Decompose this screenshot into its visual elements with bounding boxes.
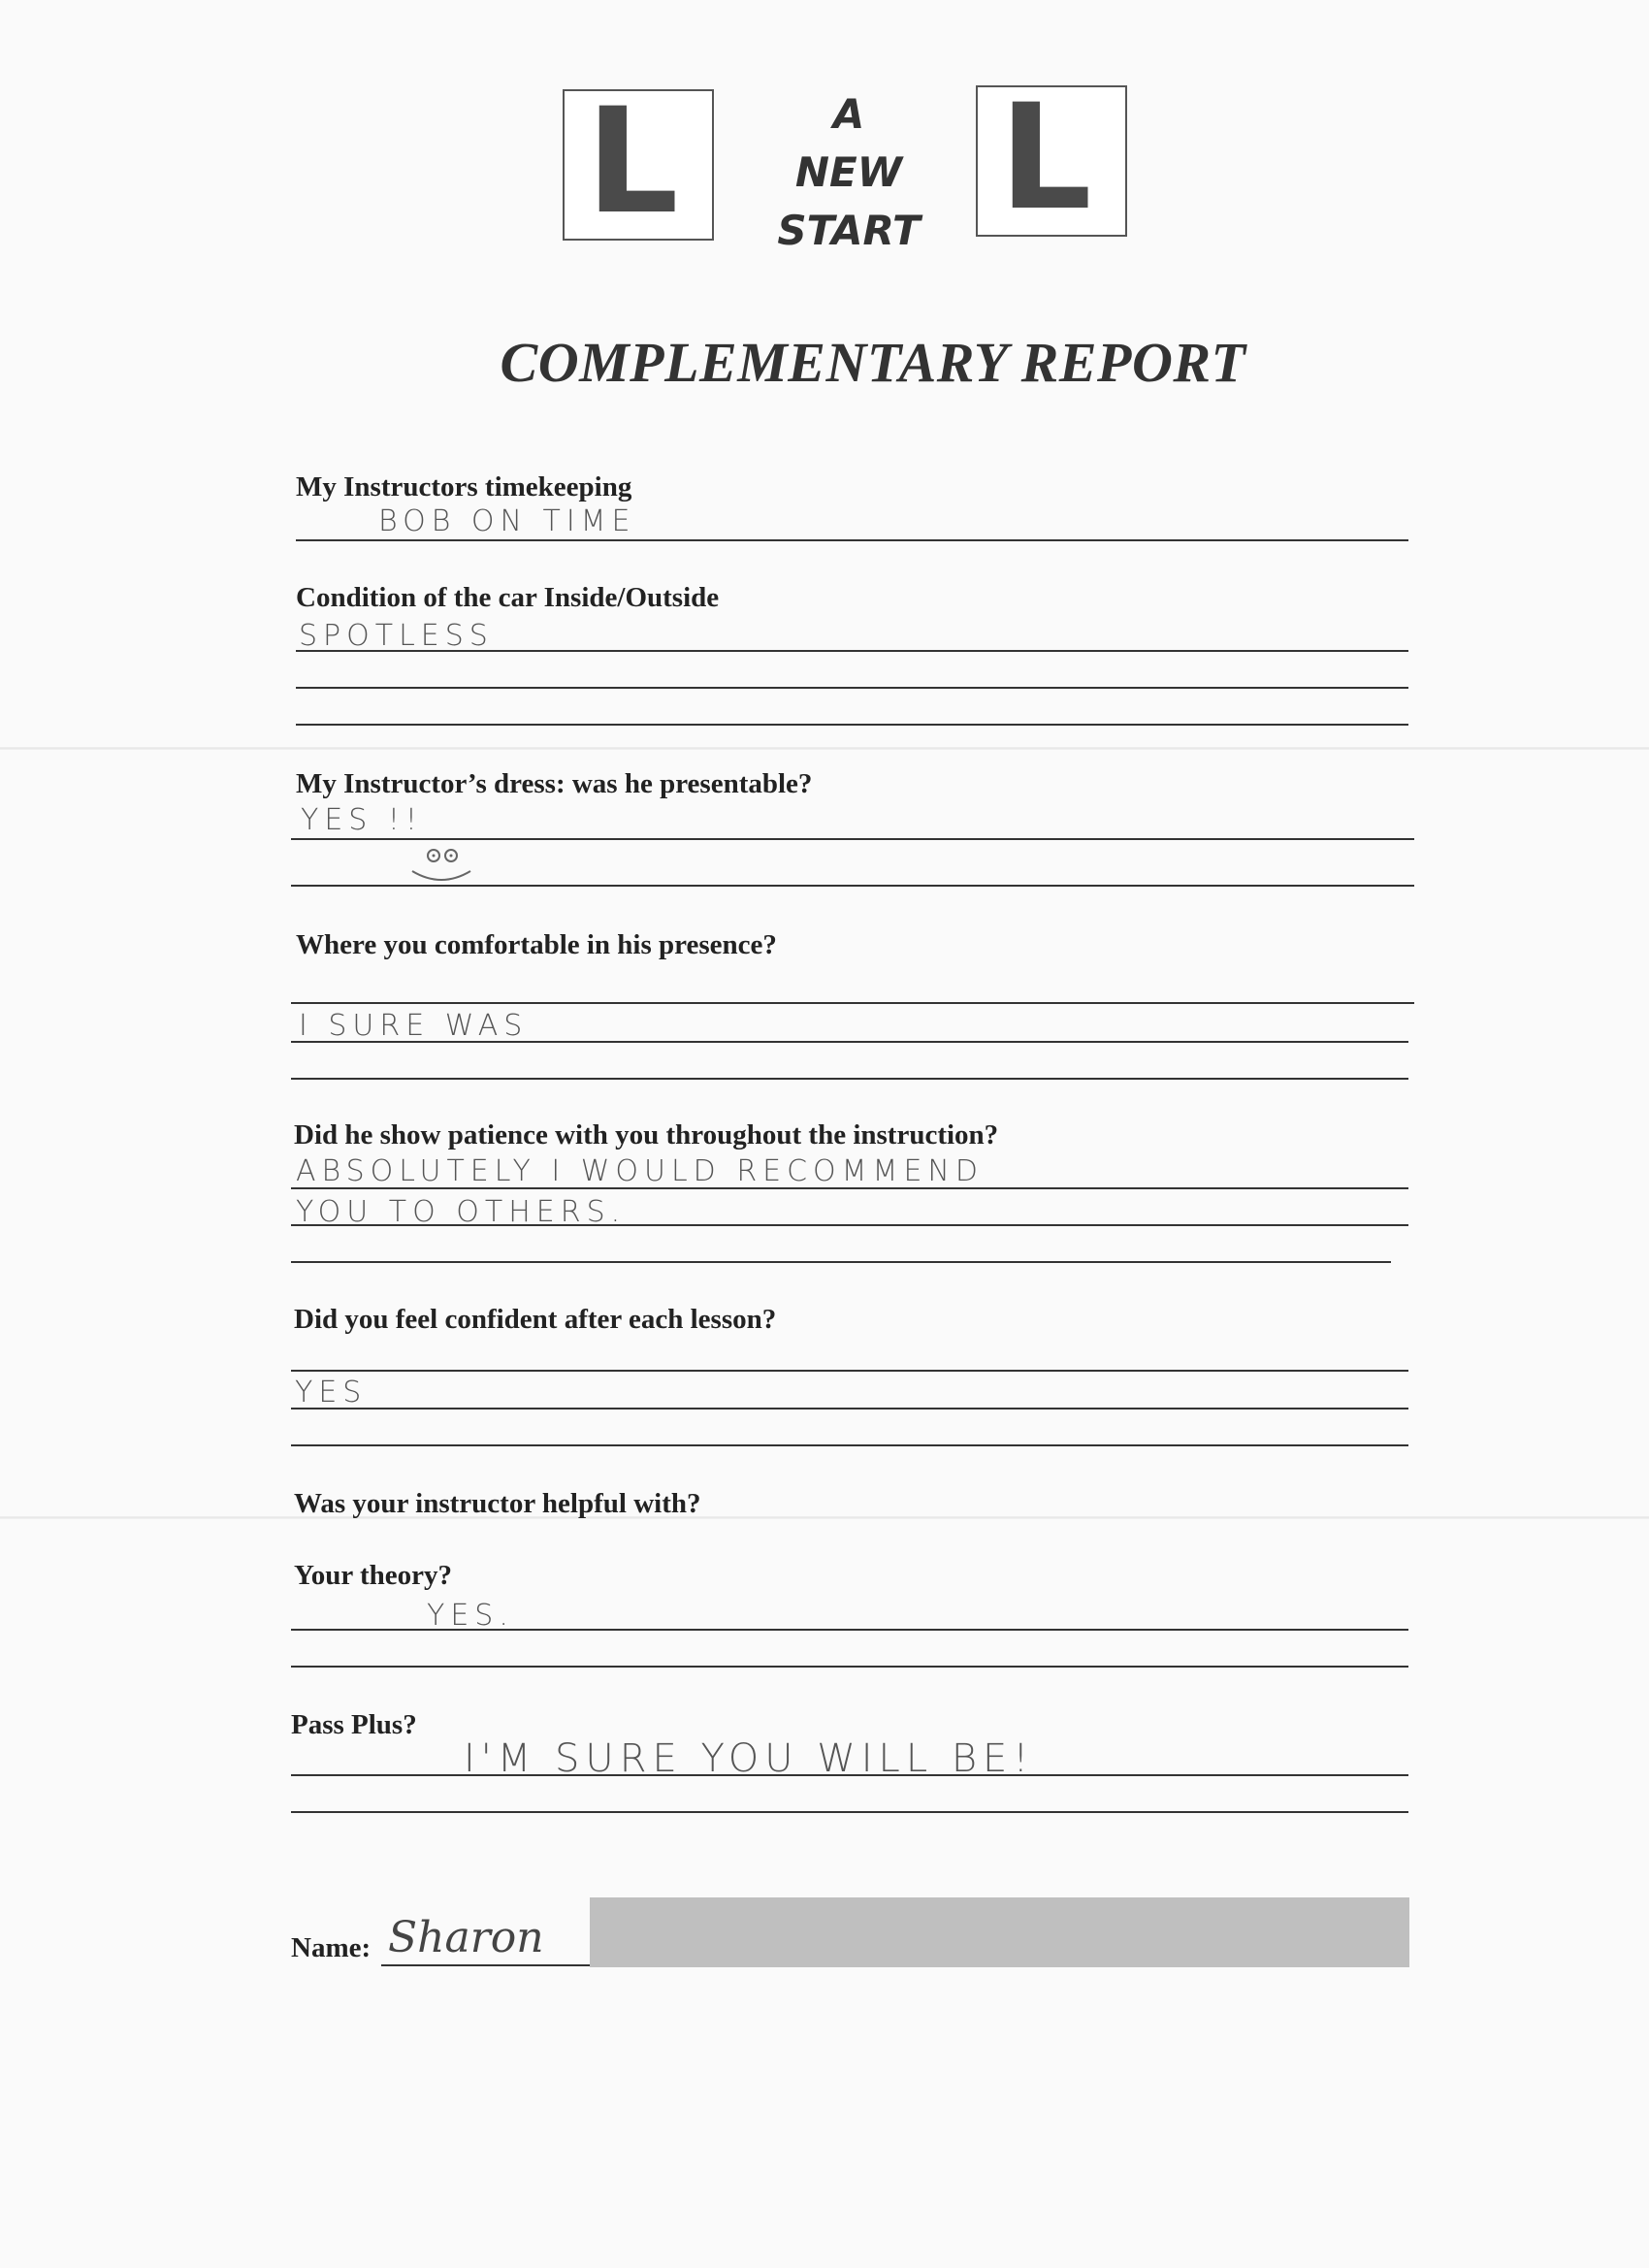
answer-line xyxy=(291,1408,1408,1409)
answer-line xyxy=(291,1078,1408,1080)
question-comfortable: Where you comfortable in his presence? xyxy=(296,929,777,960)
answer-line xyxy=(296,539,1408,541)
l-plate-left-logo xyxy=(563,78,714,246)
answer-line xyxy=(291,1629,1408,1631)
answer-line xyxy=(291,1261,1391,1263)
answer-line xyxy=(291,1811,1408,1813)
answer-line xyxy=(291,1370,1408,1372)
answer-theory: YES. xyxy=(427,1599,514,1633)
fold-crease-bottom xyxy=(0,1516,1649,1519)
answer-car-condition: SPOTLESS xyxy=(299,619,494,653)
question-pass-plus: Pass Plus? xyxy=(291,1709,417,1740)
name-label: Name: xyxy=(291,1932,372,1963)
answer-comfortable: I SURE WAS xyxy=(299,1009,529,1043)
l-plate-right-logo xyxy=(976,74,1127,243)
brand-line-2: NEW xyxy=(794,148,903,196)
answer-patience-line-1: ABSOLUTELY I WOULD RECOMMEND xyxy=(296,1154,984,1188)
answer-line xyxy=(291,1187,1408,1189)
answer-line xyxy=(291,1666,1408,1668)
question-dress: My Instructor’s dress: was he presentable? xyxy=(296,768,813,799)
answer-line xyxy=(291,1444,1408,1446)
answer-patience-line-2: YOU TO OTHERS. xyxy=(296,1195,627,1229)
l-plate-letter: L xyxy=(999,74,1092,243)
brand-line-1: A xyxy=(832,90,865,138)
name-line xyxy=(381,1964,590,1966)
brand-name xyxy=(757,85,941,260)
answer-pass-plus: I'M SURE YOU WILL BE! xyxy=(464,1736,1035,1781)
answer-line xyxy=(291,885,1414,887)
answer-confident: YES xyxy=(295,1376,368,1409)
answer-line xyxy=(291,1002,1414,1004)
question-timekeeping: My Instructors timekeeping xyxy=(296,471,632,502)
brand-line-3: START xyxy=(777,207,921,254)
name-signature: Sharon xyxy=(388,1913,544,1962)
question-theory: Your theory? xyxy=(294,1560,452,1591)
question-confident: Did you feel confident after each lesson? xyxy=(294,1304,777,1335)
answer-line xyxy=(291,1041,1408,1043)
answer-line xyxy=(291,1774,1408,1776)
l-plate-letter: L xyxy=(586,78,679,246)
page-title: COMPLEMENTARY REPORT xyxy=(500,331,1246,394)
answer-dress: YES !! xyxy=(301,803,423,837)
question-helpful: Was your instructor helpful with? xyxy=(294,1488,701,1519)
answer-line xyxy=(296,687,1408,689)
answer-timekeeping: BOB ON TIME xyxy=(378,504,636,538)
question-patience: Did he show patience with you throughout the instruction? xyxy=(294,1119,999,1150)
fold-crease-top xyxy=(0,747,1649,750)
redacted-surname-block xyxy=(590,1897,1409,1967)
answer-line xyxy=(291,1224,1408,1226)
answer-line xyxy=(296,724,1408,726)
answer-line xyxy=(296,650,1408,652)
question-car-condition: Condition of the car Inside/Outside xyxy=(296,582,720,613)
answer-line xyxy=(291,838,1414,840)
